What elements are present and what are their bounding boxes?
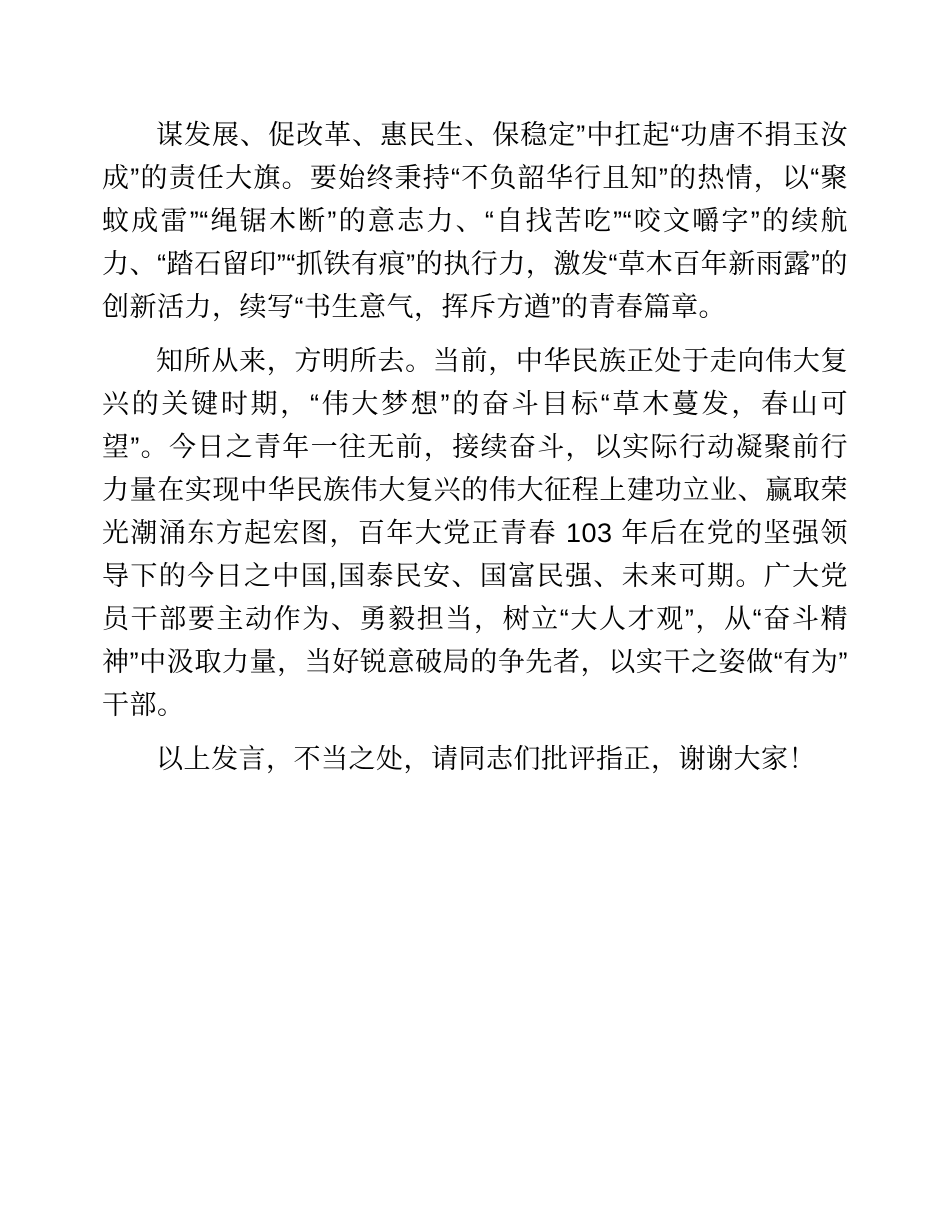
paragraph-1: 谋发展、促改革、惠民生、保稳定”中扛起“功唐不捐玉汝成”的责任大旗。要始终秉持“不负韶华行且知”的热情，以“聚蚊成雷”“绳锯木断”的意志力、“自找苦吃”“咬文嚼字”的续航力、“踏石留印”“抓铁有痕”的执行力，激发“草木百年新雨露”的创新活力，续写“书生意气，挥斥方遒”的青春篇章。 bbox=[102, 120, 848, 322]
paragraph-2: 知所从来，方明所去。当前，中华民族正处于走向伟大复兴的关键时期，“伟大梦想”的奋斗目标“草木蔓发，春山可望”。今日之青年一往无前，接续奋斗，以实际行动凝聚前行力量在实现中华民族伟大复兴的伟大征程上建功立业、赢取荣光潮涌东方起宏图，百年大党正青春 103 年后在党的坚强领导下的今日之中国,国泰民安、国富民强、未来可期。广大党员干部要主动作为、勇毅担当，树立“大人才观”，从“奋斗精神”中汲取力量，当好锐意破局的争先者，以实干之姿做“有为”干部。 bbox=[102, 346, 848, 720]
paragraph-3: 以上发言，不当之处，请同志们批评指正，谢谢大家！ bbox=[156, 744, 816, 774]
